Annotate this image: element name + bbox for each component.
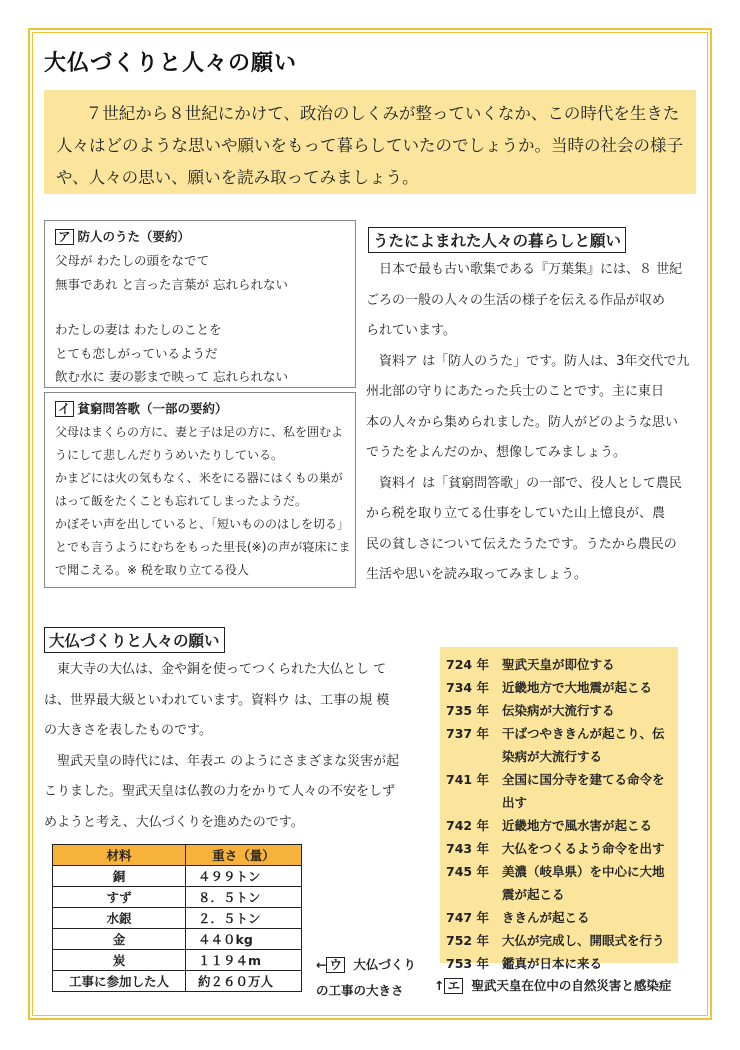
body-line: 本の人々から集められました。防人がどのような思い bbox=[366, 414, 679, 430]
source-line: かまどには火の気もなく、米をにる器にはくもの巣が bbox=[55, 471, 343, 485]
body-line: 東大寺の大仏は、金や銅を使ってつくられた大仏とし て bbox=[44, 662, 387, 677]
poem-gap bbox=[55, 296, 355, 318]
timeline-year: 745 年 bbox=[446, 864, 489, 879]
caption-e bbox=[434, 976, 671, 994]
timeline-year: 743 年 bbox=[446, 841, 489, 856]
amount-cell: ４９９トン bbox=[186, 866, 302, 887]
timeline-event: 美濃（岐阜県）を中心に大地震が起こる bbox=[502, 864, 665, 902]
body-line: めようと考え、大仏づくりを進めたのです。 bbox=[44, 814, 304, 830]
table-header: 材料 bbox=[53, 845, 186, 866]
amount-cell: １１９４m bbox=[186, 950, 302, 971]
timeline-row bbox=[446, 860, 672, 906]
source-a-poem bbox=[55, 249, 355, 389]
section2-heading: 大仏づくりと人々の願い bbox=[44, 627, 225, 653]
body-line: られています。 bbox=[366, 323, 456, 338]
timeline-year: 735 年 bbox=[446, 703, 489, 718]
table-header: 重さ（量） bbox=[186, 845, 302, 866]
timeline-year: 724 年 bbox=[446, 657, 489, 672]
timeline-row bbox=[446, 952, 672, 975]
source-i-marker: イ bbox=[55, 401, 74, 417]
table-row bbox=[53, 866, 302, 887]
table-row bbox=[53, 971, 302, 992]
source-line: うにして悲しんだりうめいたりしている。 bbox=[55, 448, 284, 462]
timeline-event: 聖武天皇が即位する bbox=[502, 657, 615, 672]
table-row bbox=[53, 950, 302, 971]
timeline-row bbox=[446, 906, 672, 929]
caption-u-line1: 大仏づくり bbox=[353, 957, 416, 972]
timeline-year: 737 年 bbox=[446, 726, 489, 741]
caption-u-line2: の工事の大きさ bbox=[316, 983, 404, 998]
arrow-left-icon: ← bbox=[316, 957, 327, 972]
materials-table bbox=[52, 844, 302, 992]
body-line: ごろの一般の人々の生活の様子を伝える作品が収め bbox=[366, 292, 666, 308]
poem-line: とても恋しがっているようだ bbox=[55, 345, 218, 361]
timeline-row bbox=[446, 676, 672, 699]
caption-u bbox=[316, 952, 416, 1004]
section1-body bbox=[366, 255, 702, 591]
body-line: から税を取り立てる仕事をしていた山上憶良が、農 bbox=[366, 506, 666, 521]
body-line: の大きさを表したものです。 bbox=[44, 723, 212, 738]
timeline-event: 伝染病が大流行する bbox=[502, 703, 615, 718]
body-line: は、世界最大級といわれています。資料ウ は、工事の規 模 bbox=[44, 692, 390, 708]
source-i-text bbox=[55, 421, 351, 582]
page-title: 大仏づくりと人々の願い bbox=[44, 51, 298, 76]
source-a-label bbox=[55, 227, 355, 245]
material-cell: 炭 bbox=[53, 950, 186, 971]
source-line: で聞こえる。※ 税を取り立てる役人 bbox=[55, 563, 249, 577]
timeline-event: 鑑真が日本に来る bbox=[502, 956, 603, 971]
caption-e-text: 聖武天皇在位中の自然災害と感染症 bbox=[471, 978, 672, 993]
poem-line: わたしの妻は わたしのことを bbox=[55, 322, 222, 337]
timeline-row bbox=[446, 814, 672, 837]
timeline-event: 干ばつやききんが起こり、伝染病が大流行する bbox=[502, 726, 665, 764]
section2-body bbox=[44, 655, 424, 838]
intro-panel: ７世紀から８世紀にかけて、政治のしくみが整っていくなか、この時代を生きた人々はどのような思いや願いをもって暮らしていたのでしょうか。当時の社会の様子や、人々の思い、願いを読み取ってみましょう。 bbox=[44, 90, 696, 194]
timeline-row bbox=[446, 653, 672, 676]
table-header-row bbox=[53, 845, 302, 866]
source-a-title: 防人のうた（要約） bbox=[77, 229, 191, 244]
material-cell: 工事に参加した人 bbox=[53, 971, 186, 992]
poem-line: 飲む水に 妻の影まで映って 忘れられない bbox=[55, 369, 288, 384]
poem-line: 無事であれ と言った言葉が 忘れられない bbox=[55, 276, 288, 292]
timeline-row bbox=[446, 699, 672, 722]
timeline-year: 747 年 bbox=[446, 910, 489, 925]
source-line: とでも言うようにむちをもった里長(※)の声が寝床にま bbox=[55, 540, 351, 554]
amount-cell: ２．５トン bbox=[186, 908, 302, 929]
material-cell: 銅 bbox=[53, 866, 186, 887]
material-cell: 水銀 bbox=[53, 908, 186, 929]
material-cell: すず bbox=[53, 887, 186, 908]
body-line: 資料ア は「防人のうた」です。防人は、3年交代で九 bbox=[366, 353, 690, 369]
timeline-year: 742 年 bbox=[446, 818, 489, 833]
disaster-timeline bbox=[440, 647, 678, 971]
timeline-year: 752 年 bbox=[446, 933, 489, 948]
table-row bbox=[53, 887, 302, 908]
timeline-event: 近畿地方で大地震が起こる bbox=[502, 680, 653, 695]
body-line: 日本で最も古い歌集である『万葉集』には、８ 世紀 bbox=[366, 262, 683, 277]
body-line: でうたをよんだのか、想像してみましょう。 bbox=[366, 445, 627, 460]
timeline-event: 大仏が完成し、開眼式を行う bbox=[502, 933, 665, 948]
timeline-year: 734 年 bbox=[446, 680, 489, 695]
timeline-event: 大仏をつくるよう命令を出す bbox=[502, 841, 665, 856]
amount-cell: ４４０kg bbox=[186, 929, 302, 950]
source-a-marker: ア bbox=[55, 229, 74, 245]
timeline-row bbox=[446, 837, 672, 860]
body-line: 資料イ は「貧窮問答歌」の一部で、役人として農民 bbox=[366, 475, 682, 491]
timeline-year: 753 年 bbox=[446, 956, 489, 971]
section1-heading: うたによまれた人々の暮らしと願い bbox=[368, 227, 626, 253]
body-line: 民の貧しさについて伝えたうたです。うたから農民の bbox=[366, 536, 677, 552]
body-line: 州北部の守りにあたった兵士のことです。主に東日 bbox=[366, 384, 664, 399]
body-line: 生活や思いを読み取ってみましょう。 bbox=[366, 567, 588, 582]
table-row bbox=[53, 929, 302, 950]
source-i-label bbox=[55, 399, 347, 417]
poem-line: 父母が わたしの頭をなでて bbox=[55, 253, 209, 268]
table-row bbox=[53, 908, 302, 929]
material-cell: 金 bbox=[53, 929, 186, 950]
caption-u-marker: ウ bbox=[326, 957, 345, 973]
source-a-box bbox=[44, 220, 356, 388]
body-line: 聖武天皇の時代には、年表エ のようにさまざまな災害が起 bbox=[44, 753, 400, 769]
arrow-up-icon: ↑ bbox=[434, 978, 445, 993]
source-line: かぼそい声を出していると、「短いもののはしを切る」 bbox=[55, 517, 350, 531]
timeline-year: 741 年 bbox=[446, 772, 489, 787]
caption-e-marker: エ bbox=[444, 978, 463, 994]
source-i-title: 貧窮問答歌（一部の要約） bbox=[77, 401, 228, 416]
body-line: こりました。聖武天皇は仏教の力をかりて人々の不安をしず bbox=[44, 784, 396, 799]
timeline-row bbox=[446, 722, 672, 768]
timeline-event: 全国に国分寺を建てる命令を出す bbox=[502, 772, 665, 810]
timeline-row bbox=[446, 929, 672, 952]
source-line: はって飯をたくことも忘れてしまったようだ。 bbox=[55, 494, 308, 508]
source-line: 父母はまくらの方に、妻と子は足の方に、私を囲むよ bbox=[55, 425, 344, 439]
amount-cell: 約２６０万人 bbox=[186, 971, 302, 992]
amount-cell: ８．５トン bbox=[186, 887, 302, 908]
timeline-event: 近畿地方で風水害が起こる bbox=[502, 818, 653, 833]
source-i-box bbox=[44, 392, 356, 588]
timeline-row bbox=[446, 768, 672, 814]
timeline-event: ききんが起こる bbox=[502, 910, 590, 925]
